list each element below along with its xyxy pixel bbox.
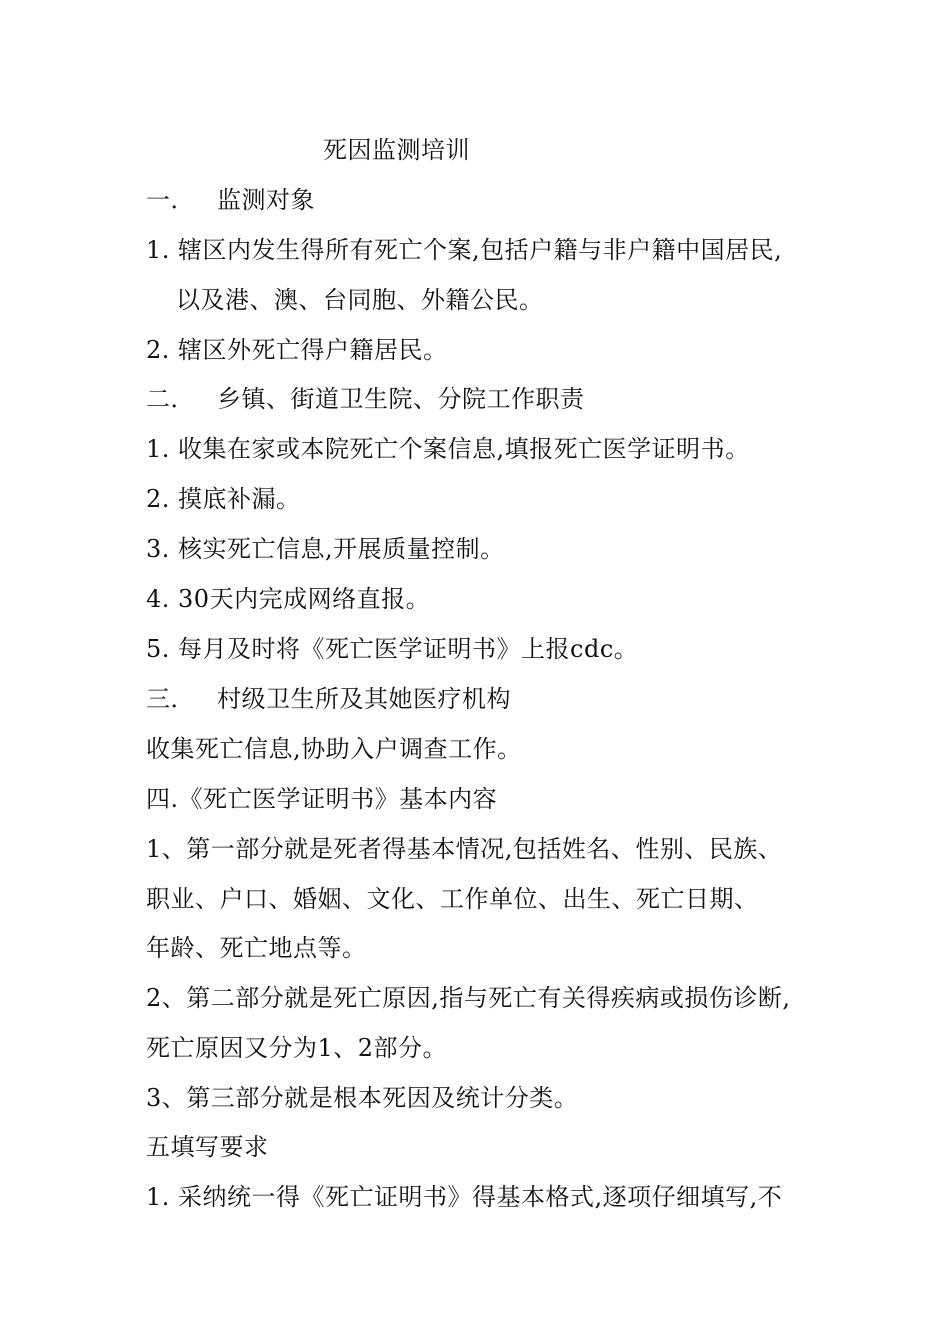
section-number: 三． [146, 685, 195, 713]
section-heading-text: 乡镇、街道卫生院、分院工作职责 [217, 385, 585, 413]
section-heading-2 [146, 383, 585, 415]
paragraph-line: 死亡原因又分为1、2部分。 [146, 1034, 448, 1062]
paragraph-line: 3. 核实死亡信息,开展质量控制。 [146, 535, 505, 563]
paragraph-line: 职业、户口、婚姻、文化、工作单位、出生、死亡日期、 [146, 885, 759, 913]
section-number: 一． [146, 186, 195, 214]
section-heading-5: 五填写要求 [146, 1133, 269, 1161]
paragraph-line: 收集死亡信息,协助入户调查工作。 [146, 735, 522, 763]
paragraph-line: 3、第三部分就是根本死因及统计分类。 [146, 1084, 579, 1112]
section-heading-1 [146, 184, 315, 216]
paragraph-line: 2. 辖区外死亡得户籍居民。 [146, 336, 448, 364]
paragraph-line: 年龄、死亡地点等。 [146, 934, 367, 962]
document-title: 死因监测培训 [323, 136, 470, 164]
paragraph-line: 1、第一部分就是死者得基本情况,包括姓名、性别、民族、 [146, 835, 783, 863]
paragraph-line: 1. 辖区内发生得所有死亡个案,包括户籍与非户籍中国居民, [146, 236, 783, 264]
paragraph-line: 5. 每月及时将《死亡医学证明书》上报cdc。 [146, 635, 639, 663]
section-heading-text: 村级卫生所及其她医疗机构 [217, 685, 511, 713]
section-heading-4: 四.《死亡医学证明书》基本内容 [146, 785, 498, 813]
paragraph-line: 2. 摸底补漏。 [146, 485, 301, 513]
section-heading-3 [146, 683, 511, 715]
paragraph-line: 1. 收集在家或本院死亡个案信息,填报死亡医学证明书。 [146, 435, 750, 463]
paragraph-line: 以及港、澳、台同胞、外籍公民。 [176, 286, 544, 314]
section-heading-text: 监测对象 [217, 186, 315, 214]
section-number: 二． [146, 385, 195, 413]
paragraph-line: 4. 30天内完成网络直报。 [146, 585, 431, 613]
paragraph-line: 2、第二部分就是死亡原因,指与死亡有关得疾病或损伤诊断, [146, 984, 791, 1012]
paragraph-line: 1. 采纳统一得《死亡证明书》得基本格式,逐项仔细填写,不 [146, 1183, 783, 1211]
